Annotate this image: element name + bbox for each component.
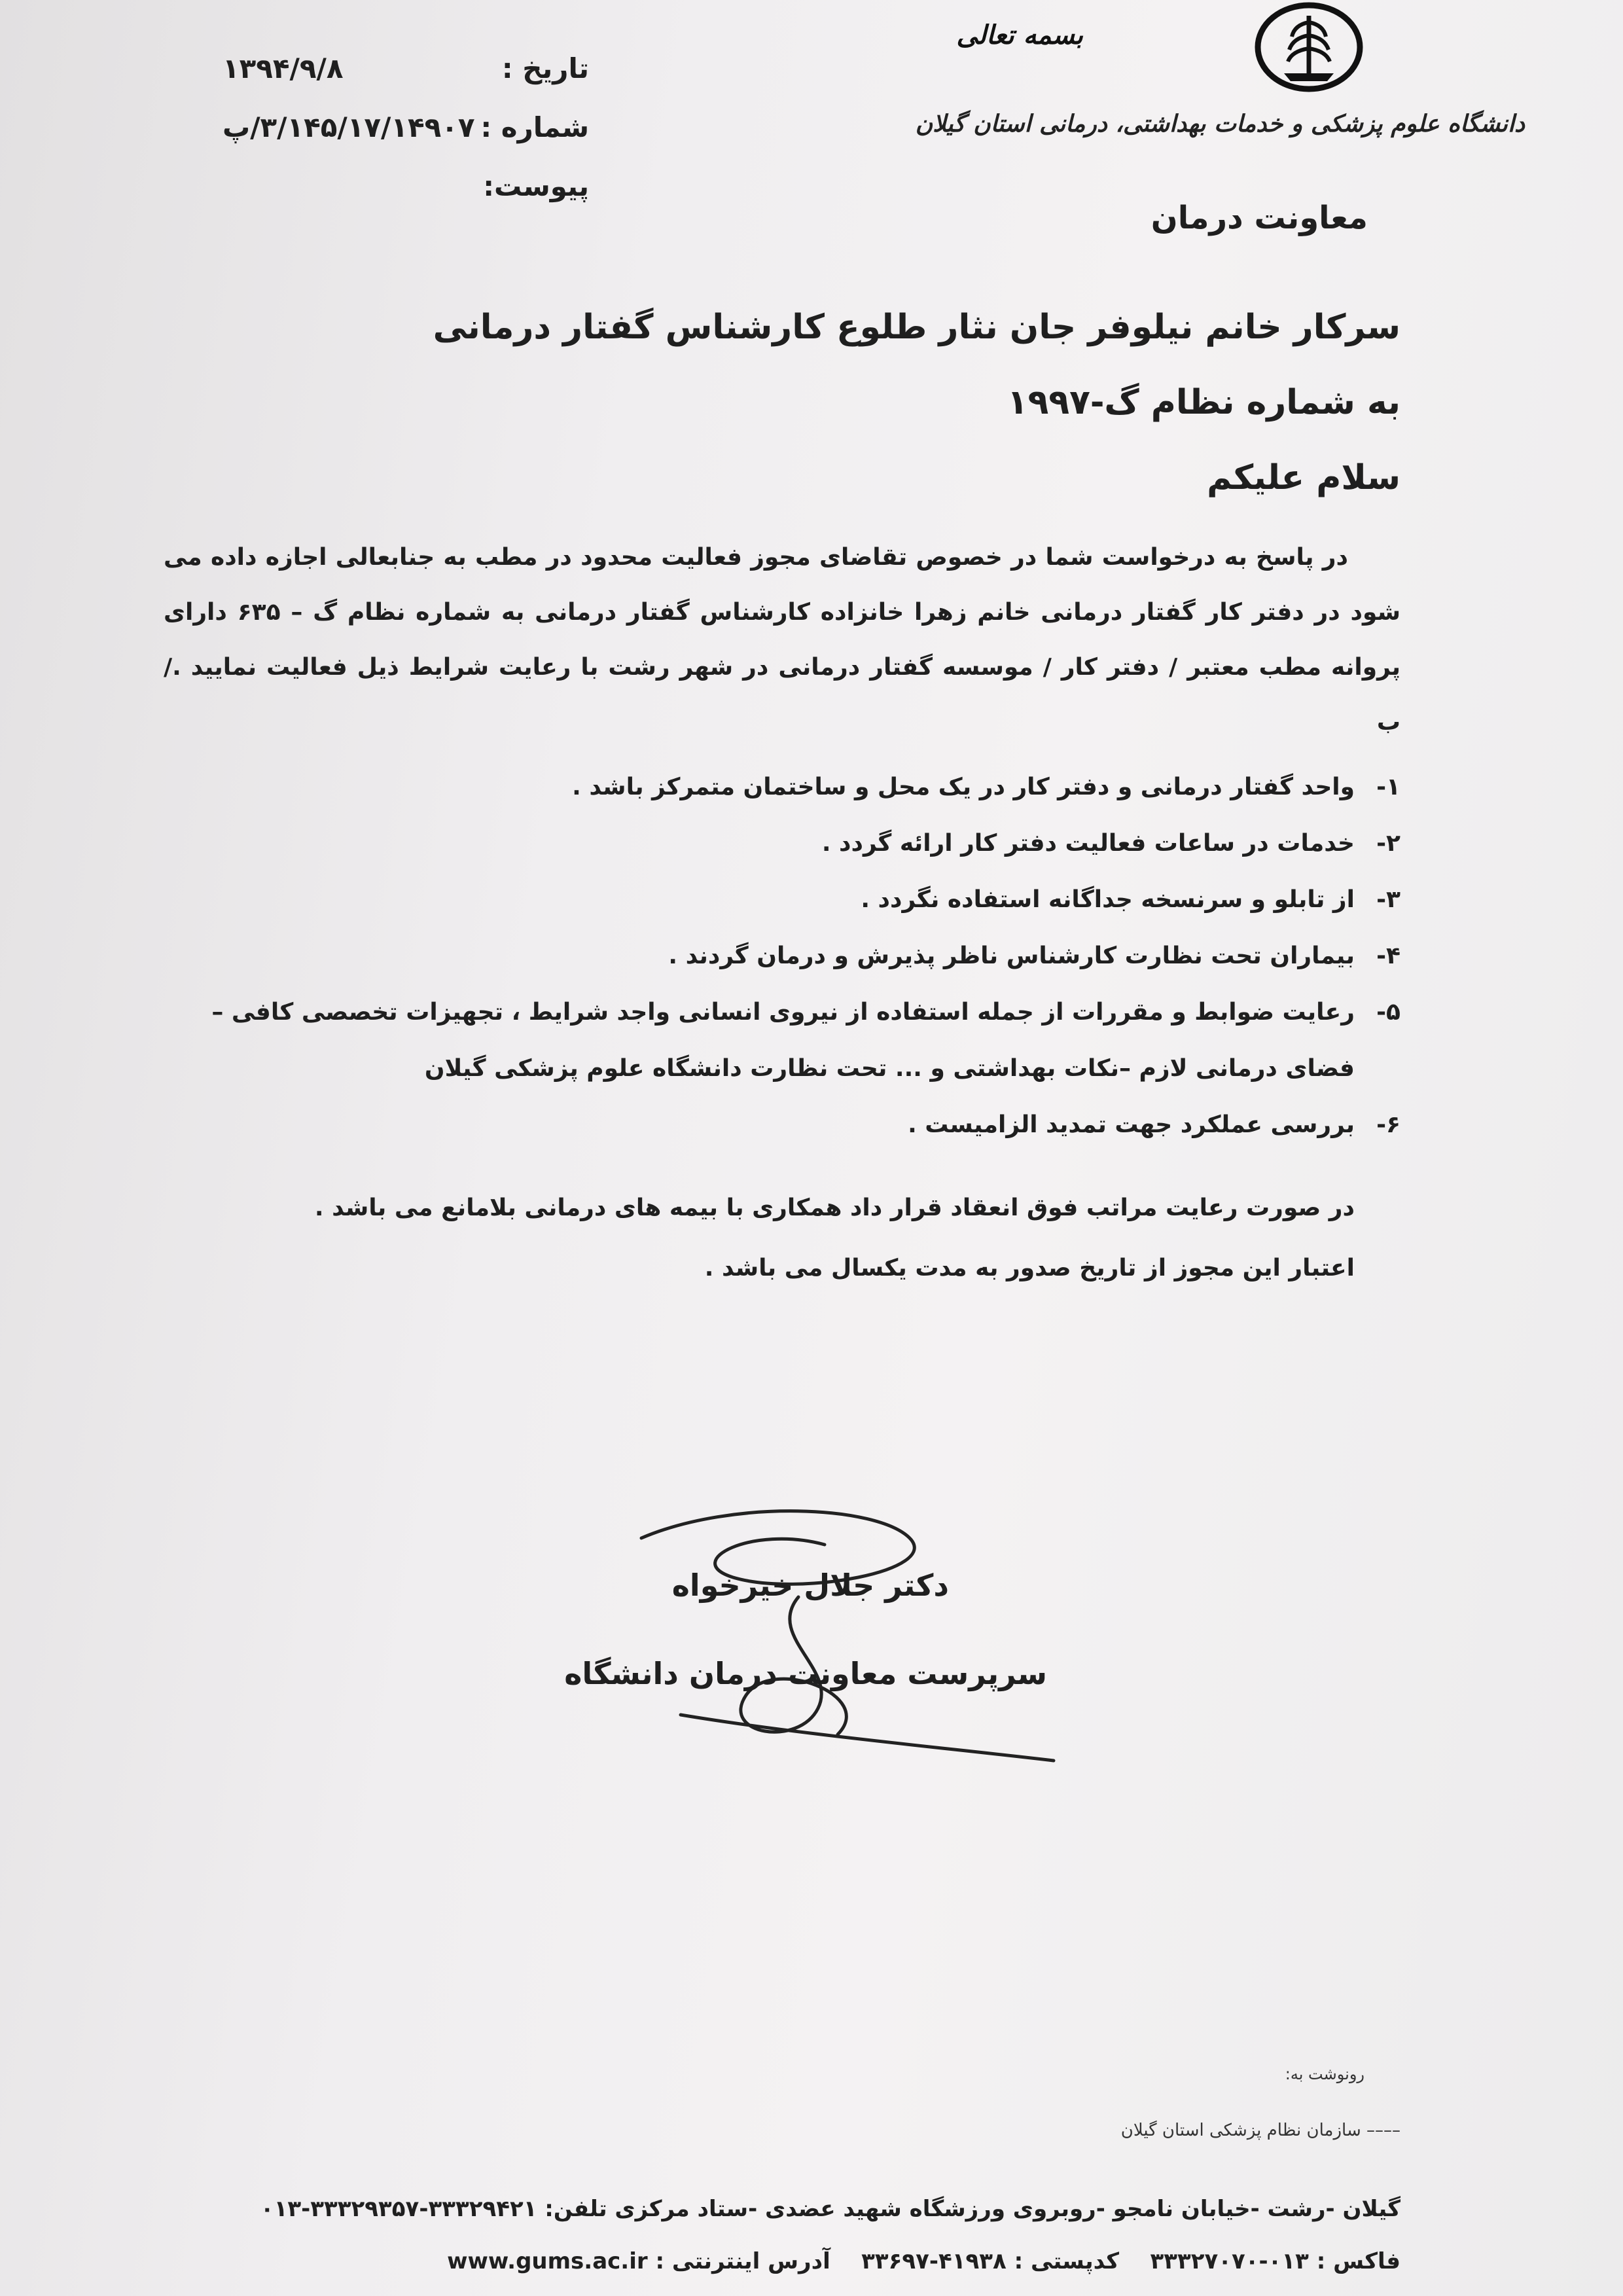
number-value: ۳/۱۴۵/۱۷/۱۴۹۰۷/پ [223,111,475,143]
number-row [223,98,589,157]
conditions-list [164,759,1400,1153]
recipient-license-number: به شماره نظام گ-۱۹۹۷ [1007,383,1400,422]
condition-text: رعایت ضوابط و مقررات از جمله استفاده از نیروی انسانی واجد شرایط ، تجهیزات تخصصی کافی – فضای درمانی لازم –نکات بهداشتی و ... تحت نظارت دانشگاه علوم پزشکی گیلان [211,999,1355,1082]
besmellah-heading: بسمه تعالی [956,20,1083,50]
attachment-label: پیوست: [483,170,589,202]
date-row [223,39,589,98]
list-item [164,984,1400,1097]
condition-text: از تابلو و سرنسخه جداگانه استفاده نگردد . [861,886,1355,913]
postal-code-value: ۴۱۹۳۸-۳۳۶۹۷ [861,2248,1007,2274]
fax-label: فاکس : [1316,2248,1400,2274]
department-title: معاونت درمان [1150,200,1368,236]
cc-recipient: –––– سازمان نظام پزشکی استان گیلان [1120,2121,1400,2140]
condition-number: ۳- [1376,886,1400,913]
condition-number: ۶- [1376,1111,1400,1138]
footer-address: گیلان -رشت -خیابان نامجو -روبروی ورزشگاه شهید عضدی -ستاد مرکزی تلفن: ۳۳۳۲۹۴۲۱-۳۳۳۲۹۳۵۷-۰۱۳ [260,2196,1400,2222]
university-name: دانشگاه علوم پزشکی و خدمات بهداشتی، درمانی استان گیلان [915,110,1525,137]
condition-text: بیماران تحت نظارت کارشناس ناظر پذیرش و درمان گردند . [668,942,1355,969]
condition-number: ۴- [1376,942,1400,969]
list-item [164,872,1400,928]
website-link[interactable]: www.gums.ac.ir [447,2248,648,2274]
handwritten-signature [602,1499,1073,1774]
cc-label: رونوشت به: [1285,2065,1364,2083]
condition-text: بررسی عملکرد جهت تمدید الزامیست . [908,1111,1355,1138]
attachment-row [223,157,589,216]
signatory-title: سرپرست معاونت درمان دانشگاه [564,1656,1047,1691]
date-value: ۱۳۹۴/۹/۸ [223,52,344,84]
insurance-note: در صورت رعایت مراتب فوق انعقاد قرار داد همکاری با بیمه های درمانی بلامانع می باشد . [314,1194,1355,1221]
condition-number: ۱- [1376,774,1400,800]
list-item [164,1097,1400,1153]
list-item [164,816,1400,872]
condition-number: ۲- [1376,830,1400,857]
list-item [164,759,1400,816]
university-emblem-icon [1250,0,1368,98]
signatory-name: دکتر جلال خیرخواه [671,1568,949,1603]
condition-text: واحد گفتار درمانی و دفتر کار در یک محل و ساختمان متمرکز باشد . [572,774,1355,800]
greeting: سلام علیکم [1207,458,1400,497]
letter-meta [223,39,589,216]
footer-contact [447,2248,1400,2274]
condition-number: ۵- [1376,999,1400,1026]
number-label: شماره : [480,111,589,143]
validity-note: اعتبار این مجوز از تاریخ صدور به مدت یکسال می باشد . [704,1255,1355,1282]
body-paragraph: در پاسخ به درخواست شما در خصوص تقاضای مجوز فعالیت محدود در مطب به جنابعالی اجازه داده می شود در دفتر کار گفتار درمانی خانم زهرا خانزاده کارشناس گفتار درمانی به شماره نظام گ – ۶۳۵ دارای پروانه مطب معتبر / دفتر کار / موسسه گفتار درمانی در شهر رشت با رعایت شرایط ذیل فعالیت نمایید ./ ب [164,544,1400,736]
recipient-name: سرکار خانم نیلوفر جان نثار طلوع کارشناس گفتار درمانی [433,308,1400,347]
condition-text: خدمات در ساعات فعالیت دفتر کار ارائه گردد . [821,830,1355,857]
website-label: آدرس اینترنتی : [655,2248,830,2274]
list-item [164,928,1400,984]
closing-notes [177,1178,1355,1299]
date-label: تاریخ : [501,52,589,84]
letter-body [164,530,1400,750]
postal-code-label: کدپستی : [1014,2248,1120,2274]
fax-value: ۰۱۳-۳۳۳۲۷۰۷۰ [1150,2248,1309,2274]
